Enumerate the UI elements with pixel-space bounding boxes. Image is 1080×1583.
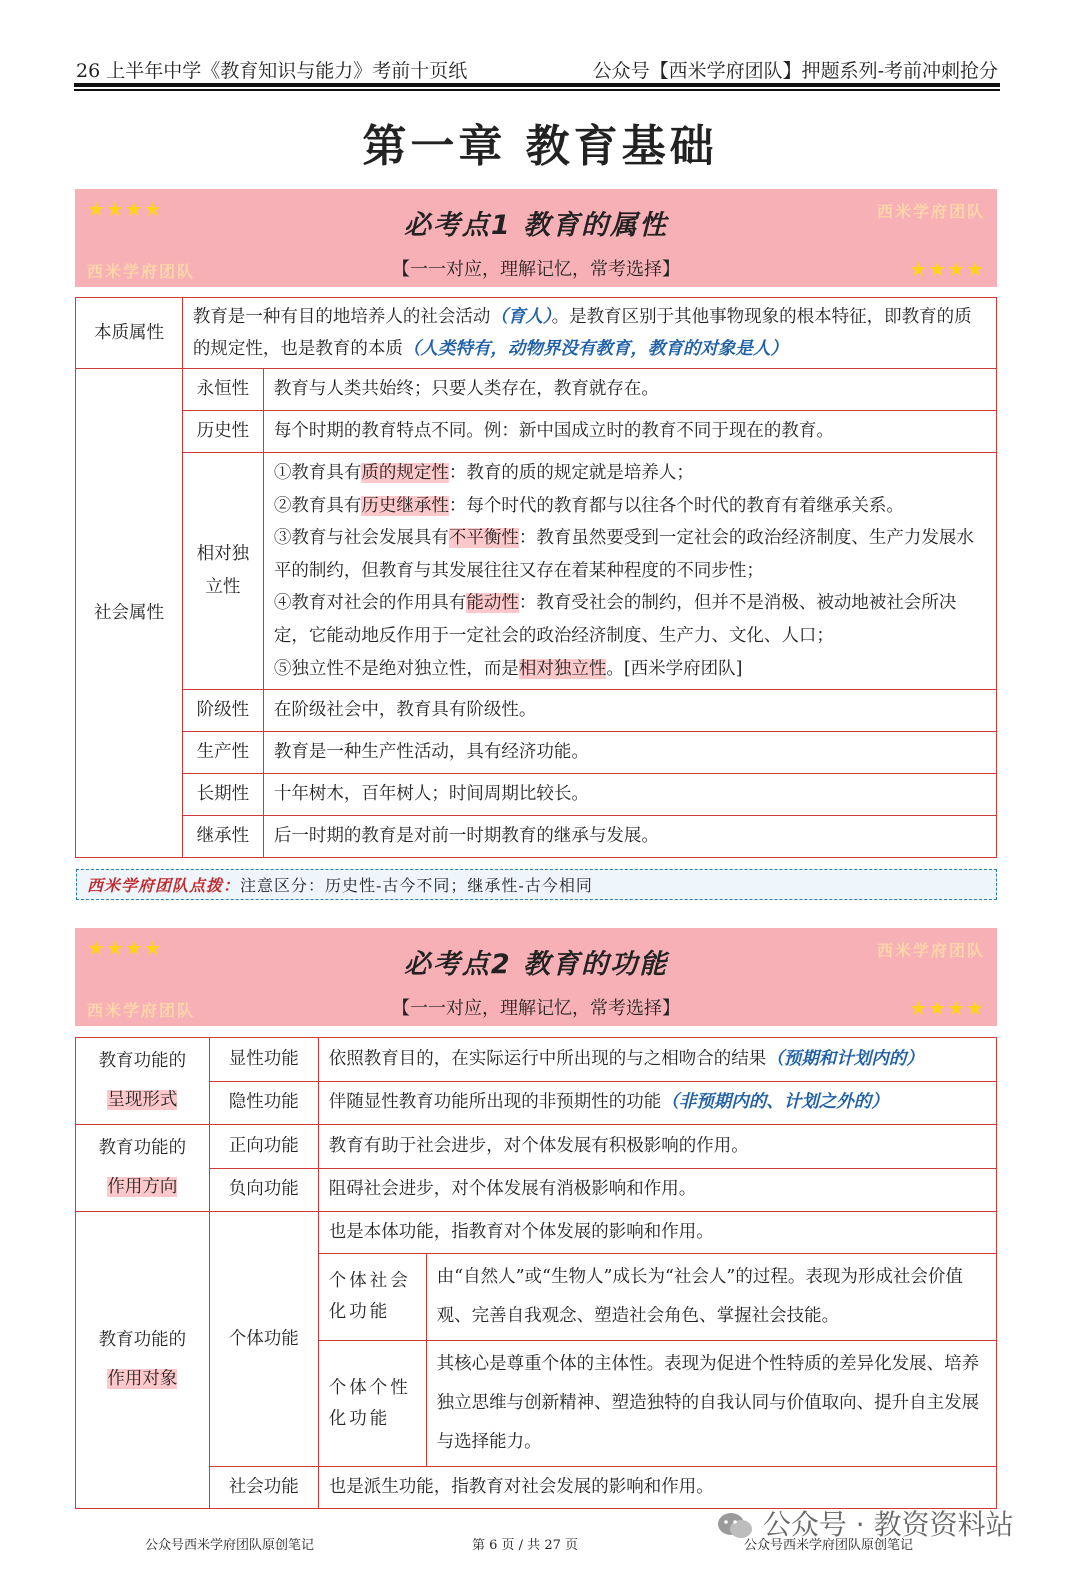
point2-subtitle: 【一一对应，理解记忆，常考选择】 [392, 998, 680, 1019]
header-right-title: 公众号【西米学府团队】押题系列-考前冲刺抢分 [592, 60, 998, 82]
point1-title: 必考点1 教育的属性 [403, 210, 669, 241]
row-label: 个体社会化功能 [318, 1254, 426, 1341]
group-label: 教育功能的 呈现形式 [76, 1038, 210, 1125]
star-rating-icon: ★★★★ [909, 257, 985, 281]
row-label: 历史性 [182, 411, 263, 453]
row-label: 相对独立性 [182, 453, 263, 690]
table-row [76, 411, 997, 453]
row-label: 社会属性 [76, 369, 183, 858]
row-label: 生产性 [182, 732, 263, 774]
group-label: 教育功能的 作用对象 [76, 1212, 210, 1509]
table-cell: 其核心是尊重个体的主体性。表现为促进个性特质的差异化发展、培养独立思维与创新精神、塑造独特的自我认同与价值取向、提升自主发展与选择能力。 [426, 1341, 996, 1467]
row-label: 阶级性 [182, 690, 263, 732]
banner-watermark: 西米学府团队 [876, 941, 985, 960]
chapter-title: 第一章 教育基础 [362, 121, 718, 172]
table-cell: 每个时期的教育特点不同。例：新中国成立时的教育不同于现在的教育。 [263, 411, 996, 453]
footer-left: 公众号西米学府团队原创笔记 [145, 1538, 315, 1553]
table-row [76, 1038, 997, 1082]
footer-right: 公众号西米学府团队原创笔记 [744, 1538, 914, 1553]
table-row [76, 1125, 997, 1169]
table-cell: 在阶级社会中，教育具有阶级性。 [263, 690, 996, 732]
row-label: 永恒性 [182, 369, 263, 411]
row-label: 继承性 [182, 816, 263, 858]
page-header [74, 52, 1000, 92]
table-row [76, 732, 997, 774]
tip-box [76, 869, 997, 900]
table-row [76, 1212, 997, 1254]
tip-text: 注意区分：历史性-古今不同；继承性-古今相同 [240, 876, 593, 895]
row-label: 负向功能 [209, 1168, 318, 1212]
point1-banner [75, 189, 997, 287]
row-label: 正向功能 [209, 1125, 318, 1169]
point1-subtitle: 【一一对应，理解记忆，常考选择】 [392, 259, 680, 280]
table-cell: 由“自然人”或“生物人”成长为“社会人”的过程。表现为形成社会价值观、完善自我观念、塑造社会角色、掌握社会技能。 [426, 1254, 996, 1341]
table-row [76, 1081, 997, 1125]
table-cell: 教育有助于社会进步，对个体发展有积极影响的作用。 [318, 1125, 996, 1169]
table-cell: 依照教育目的，在实际运行中所出现的与之相吻合的结果（预期和计划内的） [318, 1038, 996, 1082]
group-label: 教育功能的 作用方向 [76, 1125, 210, 1212]
tip-label: 西米学府团队点拨： [87, 876, 241, 895]
table-cell: 也是本体功能，指教育对个体发展的影响和作用。 [318, 1212, 996, 1254]
banner-watermark: 西米学府团队 [87, 1001, 196, 1020]
table-cell: ①教育具有质的规定性：教育的质的规定就是培养人； ②教育具有历史继承性：每个时代的教育都与以往各个时代的教育有着继承关系。 ③教育与社会发展具有不平衡性：教育虽然要受到一定社会的政治经济制度、生产力发展水平的制约，但教育与其发展往往又存在着某种程度的不同步性； ④教育对社会的作用具有能动性：教育受社会的制约，但并不是消极、被动地被社会所决定，它能动地反作用于一定社会的政治经济制度、生产力、文化、人口； ⑤独立性不是绝对独立性，而是相对独立性。[西米学府团队] [263, 453, 996, 690]
point2-banner [75, 928, 997, 1026]
table-cell: 后一时期的教育是对前一时期教育的继承与发展。 [263, 816, 996, 858]
functions-table [75, 1037, 997, 1509]
table-row [76, 816, 997, 858]
star-rating-icon: ★★★★ [87, 936, 163, 960]
table-cell: 教育是一种生产性活动，具有经济功能。 [263, 732, 996, 774]
table-cell: 也是派生功能，指教育对社会发展的影响和作用。 [318, 1467, 996, 1509]
header-rule-thin [74, 89, 1000, 91]
table-cell: 阻碍社会进步，对个体发展有消极影响和作用。 [318, 1168, 996, 1212]
table-row [76, 774, 997, 816]
banner-watermark: 西米学府团队 [876, 202, 985, 221]
table-row [76, 690, 997, 732]
table-cell: 教育是一种有目的地培养人的社会活动（育人）。是教育区别于其他事物现象的根本特征，即教育的质的规定性，也是教育的本质（人类特有，动物界没有教育，教育的对象是人） [182, 298, 996, 369]
page-number: 第 6 页 / 共 27 页 [472, 1538, 578, 1553]
row-label: 本质属性 [76, 298, 183, 369]
star-rating-icon: ★★★★ [87, 197, 163, 221]
header-rule [74, 83, 1000, 87]
attributes-table [75, 297, 997, 858]
table-row [76, 1168, 997, 1212]
star-rating-icon: ★★★★ [909, 996, 985, 1020]
row-label: 长期性 [182, 774, 263, 816]
table-row [76, 369, 997, 411]
row-label: 社会功能 [209, 1467, 318, 1509]
brand-text: 公众号 · 教资资料站 [762, 1508, 1014, 1541]
table-cell: 十年树木，百年树人；时间周期比较长。 [263, 774, 996, 816]
header-left-title: 26 上半年中学《教育知识与能力》考前十页纸 [76, 60, 468, 82]
table-cell: 伴随显性教育功能所出现的非预期性的功能（非预期内的、计划之外的） [318, 1081, 996, 1125]
row-label: 个体个性化功能 [318, 1341, 426, 1467]
row-label: 个体功能 [209, 1212, 318, 1467]
point2-title: 必考点2 教育的功能 [403, 949, 669, 980]
table-row [76, 298, 997, 369]
row-label: 隐性功能 [209, 1081, 318, 1125]
table-row [76, 453, 997, 690]
table-cell: 教育与人类共始终；只要人类存在，教育就存在。 [263, 369, 996, 411]
row-label: 显性功能 [209, 1038, 318, 1082]
banner-watermark: 西米学府团队 [87, 262, 196, 281]
